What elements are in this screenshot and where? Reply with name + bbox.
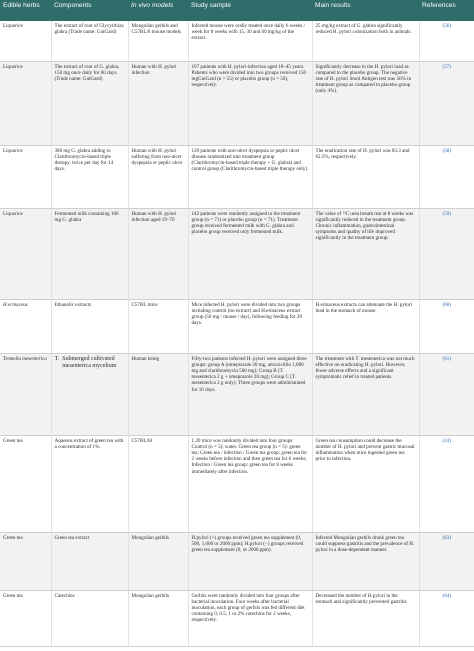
sample-cell: 1 20 mice was randomly divided into four groups: Control (n = 5); water. Green tea group (n = 5): green tea; Green tea / infection / Green tea group: green tea for 2 weeks before infection and then green tea for 6 weeks; Infection / Green tea group: green tea for 8 weeks immediately after infection. <box>188 435 312 532</box>
result-cell: Green tea consumption could decrease the number of H. pylori and prevent gastric mucosal inflammation when mice ingested green tea prior to infection. <box>312 435 419 532</box>
result-cell: H.erinaceus extracts can attenuate the H. pylori load in the stomach of mouse. <box>312 299 419 353</box>
header-study-sample: Study sample <box>188 0 312 21</box>
sample-cell: H.pylori (+) groups received green tea supplement (0, 500, 1,000 or 2000 ppm); H.pylori (−) groups received green tea supplement (0, or 2000 ppm). <box>188 532 312 590</box>
header-in-vivo-models: In vivo models <box>128 0 188 21</box>
herb-cell: Green tea <box>0 435 51 532</box>
reference-link[interactable]: (59) <box>419 208 474 299</box>
table-row <box>0 21 474 61</box>
component-cell: Catechins <box>51 590 128 646</box>
header-main-results: Main results <box>312 0 419 21</box>
model-cell: Human being <box>128 353 188 435</box>
reference-link[interactable]: (63) <box>419 532 474 590</box>
herb-cell: Liquorice <box>0 21 51 61</box>
component-cell: Green tea extract <box>51 532 128 590</box>
model-cell: Human with H. pylori suffering from non-ulcer dyspepsia or peptic ulcer <box>128 145 188 208</box>
reference-link[interactable]: (61) <box>419 353 474 435</box>
component-marker: T. <box>54 355 60 362</box>
herb-cell: H.erinaceus <box>0 299 51 353</box>
table-row <box>0 299 474 353</box>
reference-link[interactable]: (64) <box>419 590 474 646</box>
sample-cell: 107 patients with H. pylori-infection aged 18–45 years. Patients who were divided into two groups received 150 mgGutGard (n = 55) or placebo group (n = 50), respectively. <box>188 61 312 145</box>
herb-cell: Green tea <box>0 532 51 590</box>
reference-link[interactable]: (58) <box>419 145 474 208</box>
result-cell: Decreased the number of H.pylori in the stomach and significantly prevented gastritis <box>312 590 419 646</box>
sample-cell: 120 patients with non-ulcer dyspepsia or peptic ulcer disease randomized into treatment group (Clarithromycin-based triple therapy + G. glabra) and control group (Clarithromycin-based triple therapy only). <box>188 145 312 208</box>
reference-link[interactable]: (60) <box>419 299 474 353</box>
reference-link[interactable]: (57) <box>419 61 474 145</box>
header-references: References <box>419 0 474 21</box>
herb-cell: Liquorice <box>0 61 51 145</box>
result-cell: Infected Mongolian gerbils drunk green tea could suppress gastritis and the prevalence of H. pylori in a dose-dependent manner. <box>312 532 419 590</box>
table-row <box>0 532 474 590</box>
component-cell: 380 mg G. glabra adding to Clarithromycin-based triple therapy, twice per day for 14 days. <box>51 145 128 208</box>
reference-link[interactable]: (24) <box>419 435 474 532</box>
reference-link[interactable]: (56) <box>419 21 474 61</box>
herb-cell: Green tea <box>0 590 51 646</box>
herb-cell: Tremella mesenterica <box>0 353 51 435</box>
result-cell: The treatment with T. mesenterica was not much effective on eradicating H. pylori. However, fewer adverse effects and a significant symptomatic relief in treated patients. <box>312 353 419 435</box>
component-cell <box>51 353 128 435</box>
sample-cell: Mice infected H. pylori were divided into two groups including control (no extract) and H.erinaceus extract group (50 mg / mouse / day), following feeding for 20 days. <box>188 299 312 353</box>
table-row <box>0 590 474 646</box>
result-cell: The value of ¹³C urea breath test at 8 weeks was significantly reduced in the treatment group. Chronic inflammation, gastrointestinal symptoms and quality of life improved significantly in the treatment group. <box>312 208 419 299</box>
model-cell: Human with H. pylori infection aged 19–70 <box>128 208 188 299</box>
table-header-row <box>0 0 474 21</box>
result-cell: 25 mg/kg extract of G. glabra significantly reduced H. pylori colonization both in animals. <box>312 21 419 61</box>
table-row <box>0 145 474 208</box>
model-cell: C57BL/6J <box>128 435 188 532</box>
component-cell: The extract of root of Glycyrrhiza glabra (Trade name: GutGard) <box>51 21 128 61</box>
table-row <box>0 435 474 532</box>
result-cell: Significantly decrease in the H. pylori load as compared to the placebo group. The negative rate of H. pylori Stool Antigen test was 56% in treatment group as compared to placebo group (only 4%). <box>312 61 419 145</box>
herb-cell: Liquorice <box>0 145 51 208</box>
component-cell: Fermented milk containing 100 mg G. glabra <box>51 208 128 299</box>
model-cell: Mongolian gerbils <box>128 590 188 646</box>
component-cell: Aqueous extract of green tea with a concentration of 1%. <box>51 435 128 532</box>
header-edible-herbs: Edible herbs <box>0 0 51 21</box>
component-cell: The extract of root of G. glabra, 150 mg once daily for 60 days. (Trade name: GutGard) <box>51 61 128 145</box>
model-cell: C57BL mice <box>128 299 188 353</box>
sample-cell: Fifty-two patients infected H. pylori were assigned three groups: group A (omeprazole 20 mg, amoxicillin 1,000 mg and clarithromycin 500 mg); Group B (T. mesenterica 2 g + omeprazole 20 mg); Group C (T. mesenterica 2 g only); Three groups were administrated for 10 days. <box>188 353 312 435</box>
herb-cell: Liquorice <box>0 208 51 299</box>
component-cell: Ethanolic extracts <box>51 299 128 353</box>
model-cell: Human with H. pylori infection <box>128 61 188 145</box>
model-cell: Mongolian gerbils <box>128 532 188 590</box>
table-row <box>0 208 474 299</box>
table-row <box>0 61 474 145</box>
header-components: Components <box>51 0 128 21</box>
sample-cell: Gerbils were randomly divided into four groups after bacterial inoculation. Four weeks after bacterial inoculation, each group of gerbils was fed different diet containing 0, 0.5, 1 or 2% catechins for 2 weeks, respectively. <box>188 590 312 646</box>
table-row <box>0 353 474 435</box>
sample-cell: 142 patients were randomly assigned to the treatment group (n = 71) or placebo group (n = 71). Treatment group received fermented milk with G. glabra and placebo group received only fermented milk. <box>188 208 312 299</box>
model-cell: Mongolian gerbils and C57BL/6 mouse models <box>128 21 188 61</box>
component-text: Submerged cultivated mesenterica mycelium <box>62 355 117 369</box>
sample-cell: Infected mouse were orally treated once daily 6 weeks / week for 8 weeks with 15, 30 and 60 mg/kg of the extract. <box>188 21 312 61</box>
result-cell: The eradication rate of H. pylori was 83.3 and 62.5%, respectively. <box>312 145 419 208</box>
